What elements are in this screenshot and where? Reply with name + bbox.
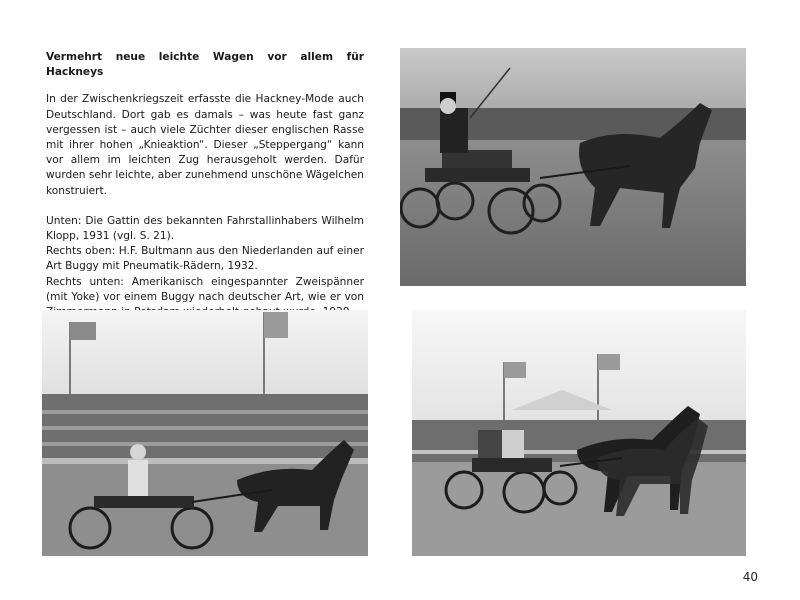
article-heading: Vermehrt neue leichte Wagen vor allem für Hackneys <box>46 51 364 79</box>
caption-right-bottom: Rechts unten: Amerikanisch eingespannter Zweispänner (mit Yoke) vor einem Buggy nach deutscher Art, wie er von <box>46 275 364 303</box>
caption-bottom: Unten: Die Gattin des bekannten Fahrstallinhabers Wilhelm Klopp, 1931 (vgl. S. 21). <box>46 214 364 243</box>
page-number: 40 <box>742 570 758 584</box>
article-intro: In der Zwischenkriegszeit erfasste die Hackney-Mode auch Deutschland. Dort gab es damals – was heute fast ganz vergessen ist – auch viele Züchter dieser englischen Rasse mit ihrer hohen „Knieaktion“. Dieser „Steppergang“ kann vor allem im leichten Zug herausgeholt werden. Dafür wurden sehr leichte, aber zunehmend unschöne Wägelchen konstruiert. <box>46 93 364 197</box>
man-in-top-hat-driving-buggy-photo <box>400 48 746 286</box>
caption-right-top: Rechts oben: H.F. Bultmann aus den Niederlanden auf einer Art Buggy mit Pneumatik-Rädern, 1932. <box>46 245 364 273</box>
woman-driving-high-wheel-cart-photo <box>42 310 368 556</box>
article-text <box>46 50 364 320</box>
pair-of-horses-with-buggy-photo <box>412 310 746 556</box>
